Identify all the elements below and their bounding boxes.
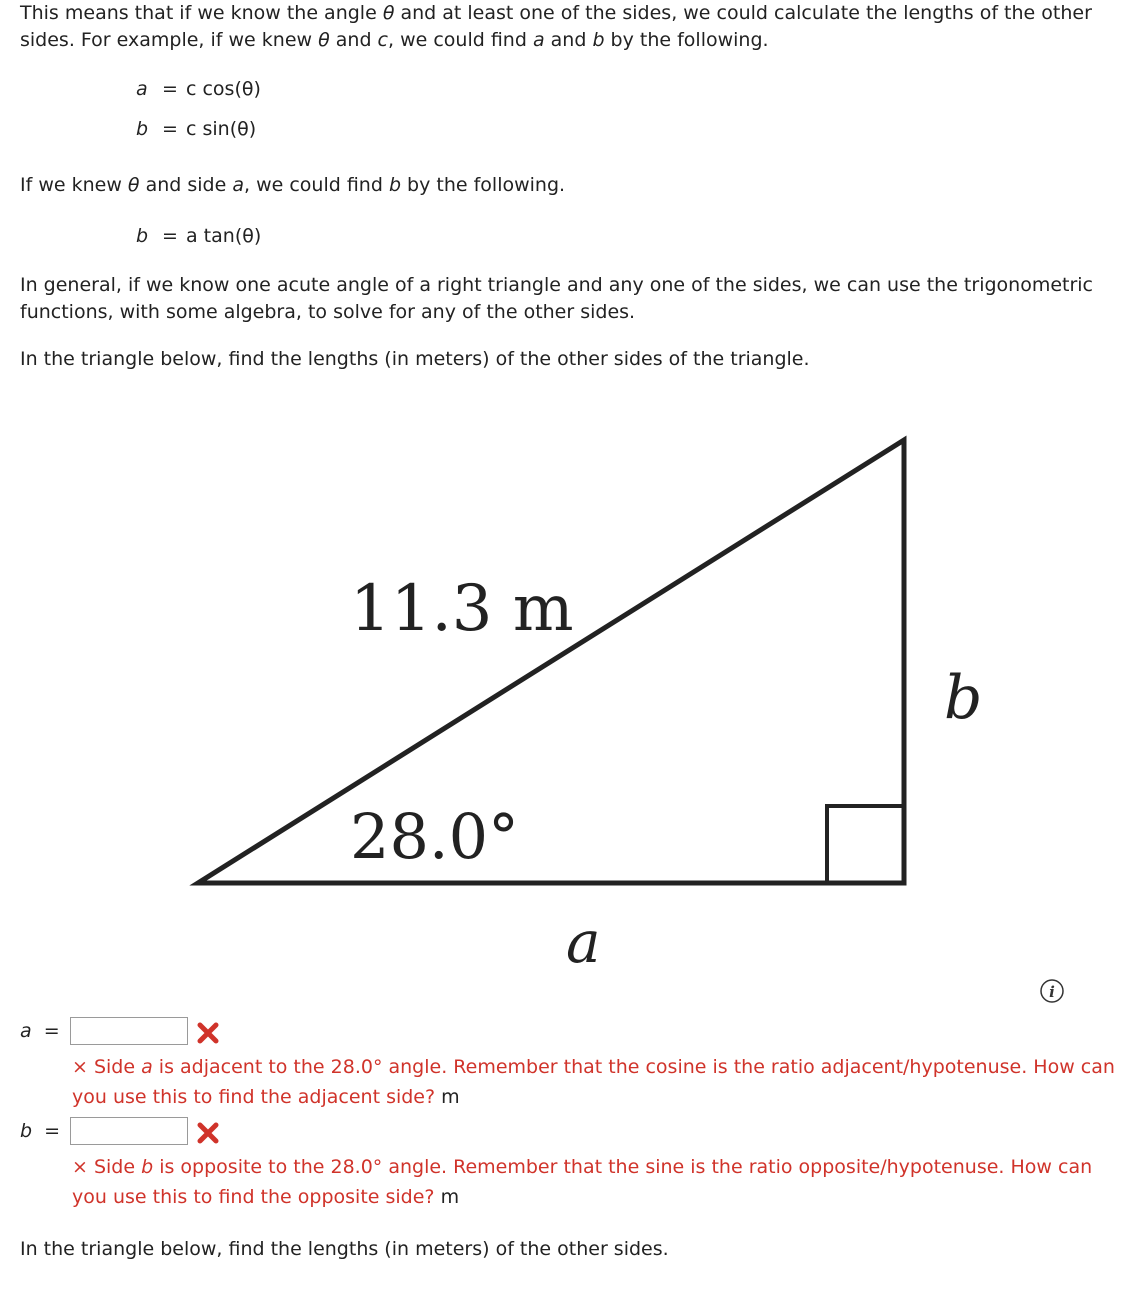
- intro-paragraph: This means that if we know the angle θ and at least one of the sides, we could calculate the lengths of the other sides. For example, if we knew θ and c, we could find a and b by the following.: [20, 2, 1092, 51]
- side-a-label: a: [566, 908, 601, 976]
- incorrect-icon: [196, 1021, 220, 1045]
- equation-b-sin: b = c sin(θ): [136, 118, 257, 140]
- answer-b-feedback: × Side b is opposite to the 28.0° angle. Remember that the sine is the ratio opposite/hypotenuse. How can you use this to find the opposite side? m: [72, 1156, 1093, 1208]
- equation-b-tan: b = a tan(θ): [136, 225, 262, 247]
- svg-text:i: i: [1049, 983, 1055, 1001]
- question-prompt: In the triangle below, find the lengths (in meters) of the other sides of the triangle.: [20, 348, 810, 370]
- equation-a-cos: a = c cos(θ): [136, 78, 261, 100]
- side-b-label: b: [944, 663, 983, 733]
- answer-a-label: a =: [20, 1020, 60, 1042]
- paragraph-2: If we knew θ and side a, we could find b by the following.: [20, 174, 566, 196]
- info-icon[interactable]: [1039, 978, 1065, 1004]
- triangle-figure: [0, 420, 1142, 980]
- right-triangle: [198, 440, 904, 883]
- answer-b-input[interactable]: [70, 1117, 188, 1145]
- incorrect-icon: [196, 1121, 220, 1145]
- answer-a-input[interactable]: [70, 1017, 188, 1045]
- answer-b-label: b =: [20, 1120, 61, 1142]
- paragraph-general: In general, if we know one acute angle of a right triangle and any one of the sides, we can use the trigonometric functions, with some algebra, to solve for any of the other sides.: [20, 274, 1094, 323]
- answer-a-feedback: × Side a is adjacent to the 28.0° angle. Remember that the cosine is the ratio adjacent/hypotenuse. How can you use this to find the adjacent side? m: [72, 1056, 1115, 1108]
- right-angle-marker: [827, 806, 904, 883]
- footer-prompt: In the triangle below, find the lengths (in meters) of the other sides.: [20, 1238, 669, 1260]
- angle-label: 28.0°: [350, 800, 520, 873]
- hypotenuse-label: 11.3 m: [350, 572, 574, 646]
